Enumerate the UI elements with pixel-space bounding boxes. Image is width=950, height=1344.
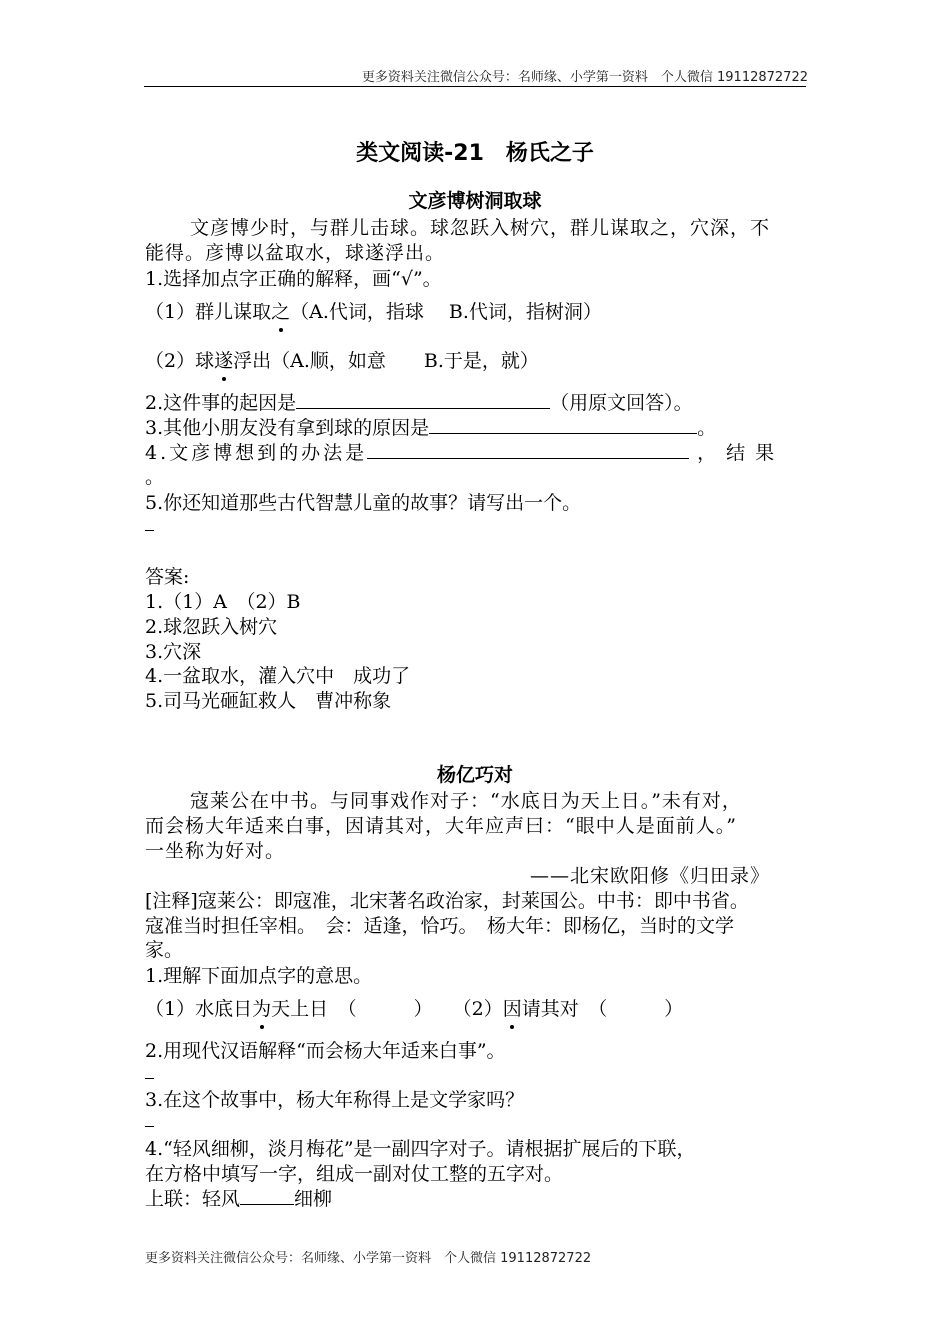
story2-text-line2: 而会杨大年适来白事，因请其对，大年应声曰：“眼中人是面前人。” xyxy=(145,815,737,837)
story2-question3: 3.在这个故事中，杨大年称得上是文学家吗？ xyxy=(145,1089,525,1111)
q1b-prefix: （2） xyxy=(452,998,503,1020)
dotted-char: 之 xyxy=(271,297,290,324)
q1a-prefix: （1）群儿谋取 xyxy=(145,301,272,323)
page-header: 更多资料关注微信公众号：名师缘、小学第一资料 个人微信 19112872722 xyxy=(361,70,808,85)
page-title: 类文阅读-21 杨氏之子 xyxy=(356,141,594,166)
answer-blank[interactable] xyxy=(367,440,689,459)
story2-text-line1: 寇莱公在中书。与同事戏作对子：“水底日为天上日。”未有对， xyxy=(190,790,742,812)
dotted-char: 遂 xyxy=(214,346,233,373)
q1b-prefix: （2）球 xyxy=(145,350,215,372)
q2-prefix: 2.这件事的起因是 xyxy=(145,392,297,414)
story1-question3 xyxy=(145,413,716,440)
answer-label: 答案: xyxy=(145,566,190,588)
story1-question1b xyxy=(145,346,539,373)
story2-question1: 1.理解下面加点字的意思。 xyxy=(145,965,373,987)
q4-suffix: ，结果 xyxy=(697,442,785,464)
story1-question2 xyxy=(145,388,693,415)
story1-question4-tail: 。 xyxy=(145,466,165,488)
answer-blank[interactable] xyxy=(296,390,550,409)
q2-suffix: （用原文回答）。 xyxy=(550,392,693,414)
story1-text-line2: 能得。彦博以盆取水，球遂浮出。 xyxy=(145,242,446,264)
story1-question4 xyxy=(145,438,784,465)
story2-question1-items xyxy=(145,994,683,1021)
q1a-suffix: （A.代词，指球 B.代词，指树洞） xyxy=(290,301,602,323)
q1b-suffix: 浮出（A.顺，如意 B.于是，就） xyxy=(233,350,539,372)
story2-title: 杨亿巧对 xyxy=(436,764,513,786)
header-divider xyxy=(144,86,806,87)
dotted-char: 因 xyxy=(503,994,522,1021)
q1b-suffix: 请其对 （ ） xyxy=(521,998,684,1020)
page-footer: 更多资料关注微信公众号：名师缘、小学第一资料 个人微信 19112872722 xyxy=(145,1251,592,1266)
story2-question4-line3 xyxy=(145,1184,332,1211)
story1-title: 文彦博树洞取球 xyxy=(408,190,542,212)
q3-suffix: 。 xyxy=(697,417,717,439)
story1-question5: 5.你还知道那些古代智慧儿童的故事？请写出一个。 xyxy=(145,492,582,514)
story2-q3-blank[interactable] xyxy=(145,1110,154,1132)
story1-question1: 1.选择加点字正确的解释，画“√”。 xyxy=(145,268,442,290)
dotted-char: 为 xyxy=(252,994,271,1021)
story1-q5-blank[interactable] xyxy=(145,514,154,536)
story2-note-line3: 家。 xyxy=(145,939,184,961)
answer-1: 1.（1）A （2）B xyxy=(145,591,301,613)
answer-4: 4.一盆取水，灌入穴中 成功了 xyxy=(145,665,411,687)
story2-note-line1: [注释]寇莱公：即寇准，北宋著名政治家，封莱国公。中书：即中书省。 xyxy=(145,890,749,912)
story2-q2-blank[interactable] xyxy=(145,1062,154,1084)
q3-prefix: 3.其他小朋友没有拿到球的原因是 xyxy=(145,417,430,439)
story2-source: ——北宋欧阳修《归田录》 xyxy=(530,865,771,887)
story1-text-line1: 文彦博少时，与群儿击球。球忽跃入树穴，群儿谋取之，穴深，不 xyxy=(190,217,771,239)
story2-note-line2: 寇准当时担任宰相。 会：适逢，恰巧。 杨大年：即杨亿，当时的文学 xyxy=(145,915,735,937)
q4-prefix: 4.文彦博想到的办法是 xyxy=(145,442,368,464)
story2-question2: 2.用现代汉语解释“而会杨大年适来白事”。 xyxy=(145,1040,506,1062)
story2-question4-line2: 在方格中填写一字，组成一副对仗工整的五字对。 xyxy=(145,1163,564,1185)
answer-blank[interactable] xyxy=(429,415,697,434)
story2-question4-line1: 4.“轻风细柳，淡月梅花”是一副四字对子。请根据扩展后的下联， xyxy=(145,1138,696,1160)
couplet-suffix: 细柳 xyxy=(294,1188,333,1210)
q1a-suffix: 天上日 （ ） xyxy=(271,998,433,1020)
couplet-prefix: 上联：轻风 xyxy=(145,1188,241,1210)
answer-5: 5.司马光砸缸救人 曹冲称象 xyxy=(145,690,392,712)
answer-3: 3.穴深 xyxy=(145,641,202,663)
answer-blank[interactable] xyxy=(240,1186,294,1205)
q1a-prefix: （1）水底日 xyxy=(145,998,253,1020)
answer-2: 2.球忽跃入树穴 xyxy=(145,616,278,638)
story2-text-line3: 一坐称为好对。 xyxy=(145,840,286,862)
story1-question1a xyxy=(145,297,602,324)
